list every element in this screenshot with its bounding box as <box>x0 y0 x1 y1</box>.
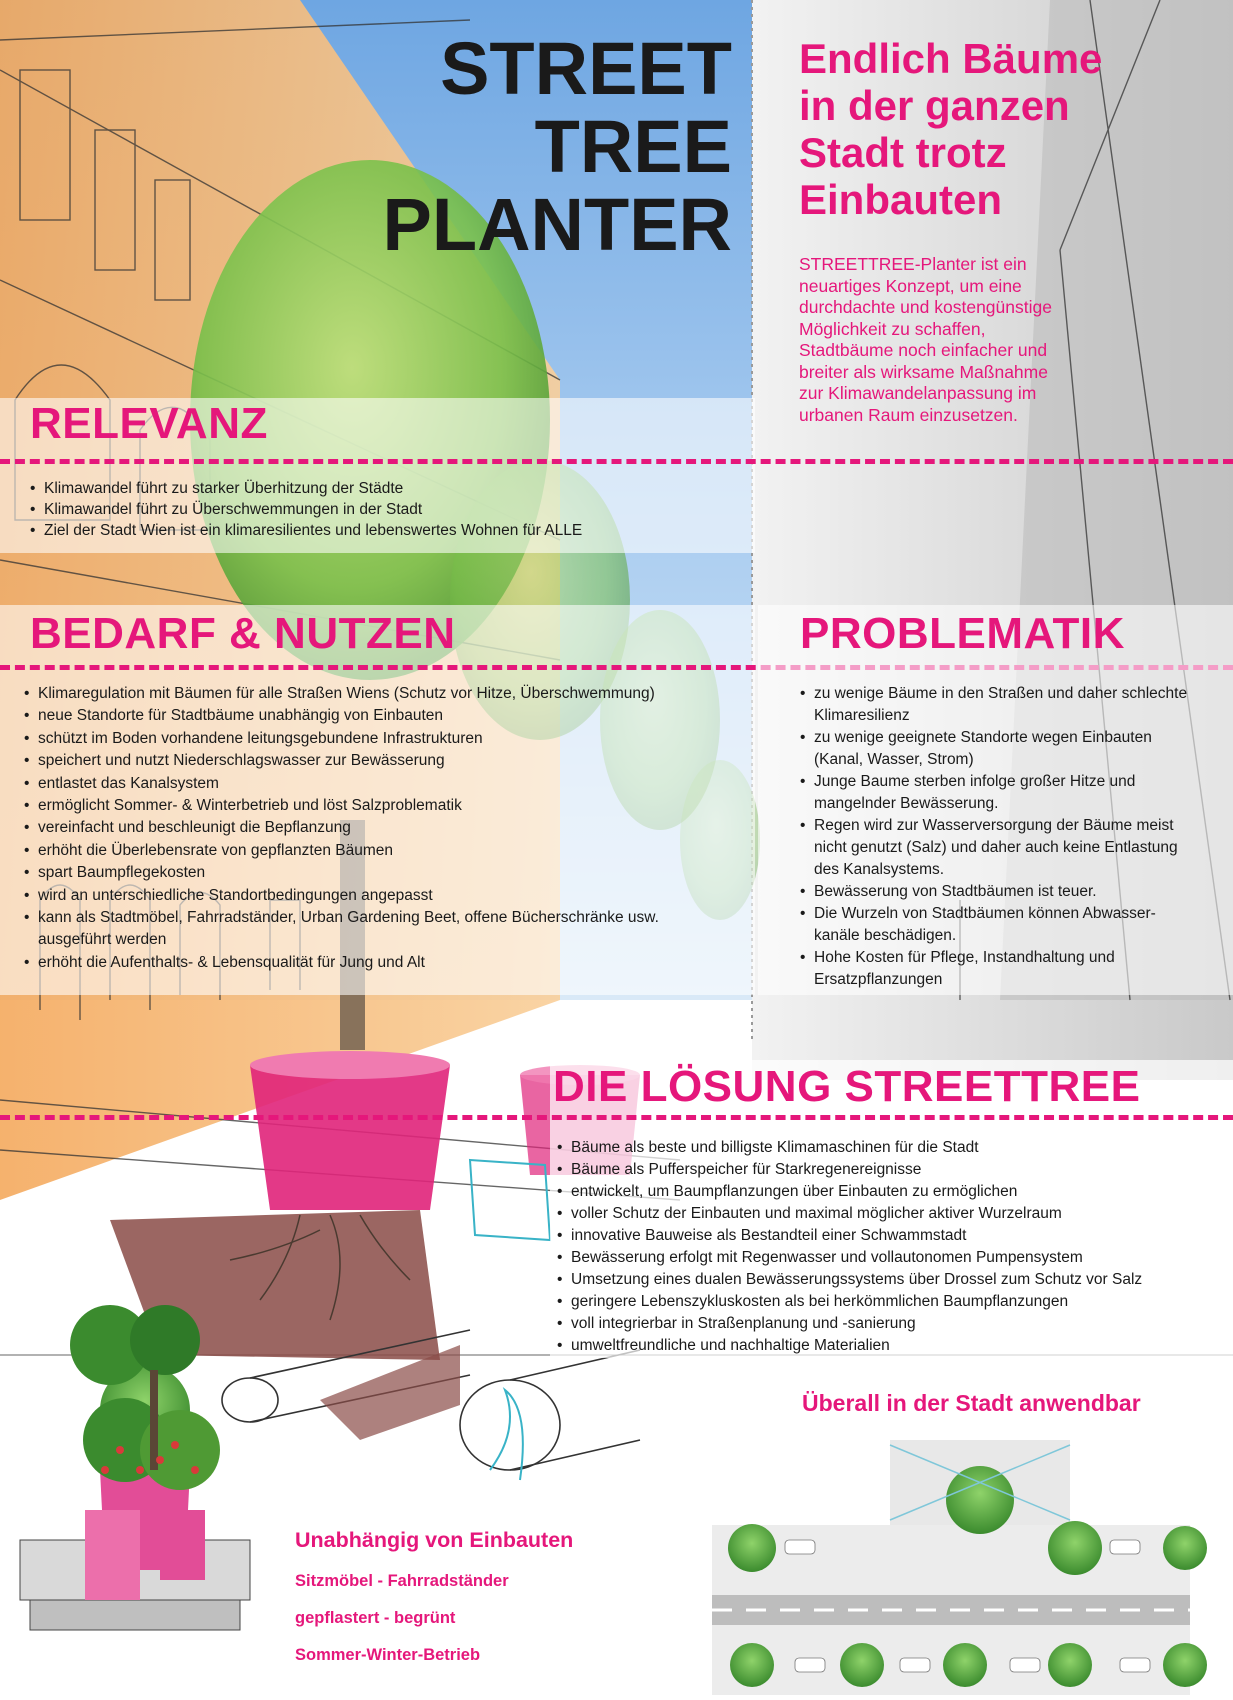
problematik-list <box>800 683 1195 991</box>
list-item: • zu wenige Bäume in den Straßen und daher schlechte Klimaresilienz <box>800 683 1195 727</box>
list-item: • entwickelt, um Baumpflanzungen über Einbauten zu ermöglichen <box>557 1181 1217 1203</box>
list-item: • kann als Stadtmöbel, Fahrradständer, Urban Gardening Beet, offene Bücherschränke usw. ausgeführt werden <box>24 907 678 952</box>
list-item: • voller Schutz der Einbauten und maximal möglicher aktiver Wurzelraum <box>557 1203 1217 1225</box>
list-item: • entlastet das Kanalsystem <box>24 773 684 795</box>
list-item: • Bäume als Pufferspeicher für Starkregenereignisse <box>557 1159 1217 1181</box>
headline-line-4: Einbauten <box>799 176 1003 223</box>
intro-line: durchdachte und kostengünstige <box>799 297 1052 317</box>
list-item: • innovative Bauweise als Bestandteil einer Schwammstadt <box>557 1225 1217 1247</box>
list-item: • Die Wurzeln von Stadtbäumen können Abwasser-kanäle beschädigen. <box>800 903 1195 947</box>
caption-sitzmoebel: Sitzmöbel - Fahrradständer <box>295 1572 509 1590</box>
relevanz-list <box>30 478 730 541</box>
headline-line-2: in der ganzen <box>799 82 1070 129</box>
title-line-2: TREE <box>534 105 732 188</box>
intro-line: neuartiges Konzept, um eine <box>799 275 1022 296</box>
list-item: • Bewässerung von Stadtbäumen ist teuer. <box>800 881 1195 903</box>
list-item: • Junge Baume sterben infolge großer Hitze und mangelnder Bewässerung. <box>800 771 1195 815</box>
bedarf-title: BEDARF & NUTZEN <box>30 609 456 658</box>
list-item: • erhöht die Aufenthalts- & Lebensqualität für Jung und Alt <box>24 952 684 974</box>
intro-text <box>799 254 1219 426</box>
list-item: • schützt im Boden vorhandene leitungsgebundene Infrastrukturen <box>24 728 684 750</box>
loesung-title: DIE LÖSUNG STREETTREE <box>553 1062 1141 1111</box>
caption-gepflastert: gepflastert - begrünt <box>295 1609 456 1627</box>
list-item: • voll integrierbar in Straßenplanung und -sanierung <box>557 1313 1217 1335</box>
caption-ueberall: Überall in der Stadt anwendbar <box>802 1390 1141 1416</box>
headline-line-1: Endlich Bäume <box>799 35 1103 82</box>
title-line-3: PLANTER <box>382 183 732 266</box>
headline-line-3: Stadt trotz <box>799 129 1007 176</box>
bedarf-list <box>24 683 684 974</box>
loesung-list <box>557 1137 1217 1357</box>
list-item: • Klimawandel führt zu starker Überhitzung der Städte <box>30 478 730 499</box>
list-item: • neue Standorte für Stadtbäume unabhängig von Einbauten <box>24 705 684 727</box>
intro-line: Möglichkeit zu schaffen, <box>799 318 986 339</box>
list-item: • ermöglicht Sommer- & Winterbetrieb und löst Salzproblematik <box>24 795 684 817</box>
relevanz-title: RELEVANZ <box>30 399 268 448</box>
title-line-1: STREET <box>440 27 732 110</box>
caption-sommer-winter: Sommer-Winter-Betrieb <box>295 1646 481 1664</box>
intro-line: Stadtbäume noch einfacher und <box>799 340 1048 360</box>
poster-title <box>340 27 732 266</box>
problematik-title: PROBLEMATIK <box>800 609 1125 658</box>
list-item: • Bewässerung erfolgt mit Regenwasser und vollautonomen Pumpensystem <box>557 1247 1217 1269</box>
list-item: • speichert und nutzt Niederschlagswasser zur Bewässerung <box>24 750 684 772</box>
list-item: • Ziel der Stadt Wien ist ein klimaresilientes und lebenswertes Wohnen für ALLE <box>30 520 730 541</box>
caption-unabhaengig: Unabhängig von Einbauten <box>295 1528 574 1552</box>
list-item: • vereinfacht und beschleunigt die Bepflanzung <box>24 817 684 839</box>
list-item: • wird an unterschiedliche Standortbedingungen angepasst <box>24 885 684 907</box>
list-item: • geringere Lebenszykluskosten als bei herkömmlichen Baumpflanzungen <box>557 1291 1217 1313</box>
list-item: • spart Baumpflegekosten <box>24 862 684 884</box>
list-item: • Klimaregulation mit Bäumen für alle Straßen Wiens (Schutz vor Hitze, Überschwemmung) <box>24 683 684 705</box>
list-item: • Hohe Kosten für Pflege, Instandhaltung und Ersatzpflanzungen <box>800 947 1195 991</box>
list-item: • Bäume als beste und billigste Klimamaschinen für die Stadt <box>557 1137 1217 1159</box>
list-item: • erhöht die Überlebensrate von gepflanzten Bäumen <box>24 840 684 862</box>
headline <box>799 35 1219 223</box>
intro-line: breiter als wirksame Maßnahme <box>799 361 1048 382</box>
relevanz-divider <box>0 459 1233 464</box>
intro-line: STREETTREE-Planter ist ein <box>799 254 1027 274</box>
list-item: • zu wenige geeignete Standorte wegen Einbauten (Kanal, Wasser, Strom) <box>800 727 1195 771</box>
intro-line: urbanen Raum einzusetzen. <box>799 404 1018 425</box>
list-item: • Umsetzung eines dualen Bewässerungssystems über Drossel zum Schutz vor Salz <box>557 1269 1217 1291</box>
intro-line: zur Klimawandelanpassung im <box>799 383 1037 403</box>
list-item: • umweltfreundliche und nachhaltige Materialien <box>557 1335 1217 1357</box>
list-item: • Regen wird zur Wasserversorgung der Bäume meist nicht genutzt (Salz) und daher auch keine Entlastung des Kanalsystems. <box>800 815 1195 881</box>
loesung-divider <box>0 1115 1233 1120</box>
list-item: • Klimawandel führt zu Überschwemmungen in der Stadt <box>30 499 730 520</box>
